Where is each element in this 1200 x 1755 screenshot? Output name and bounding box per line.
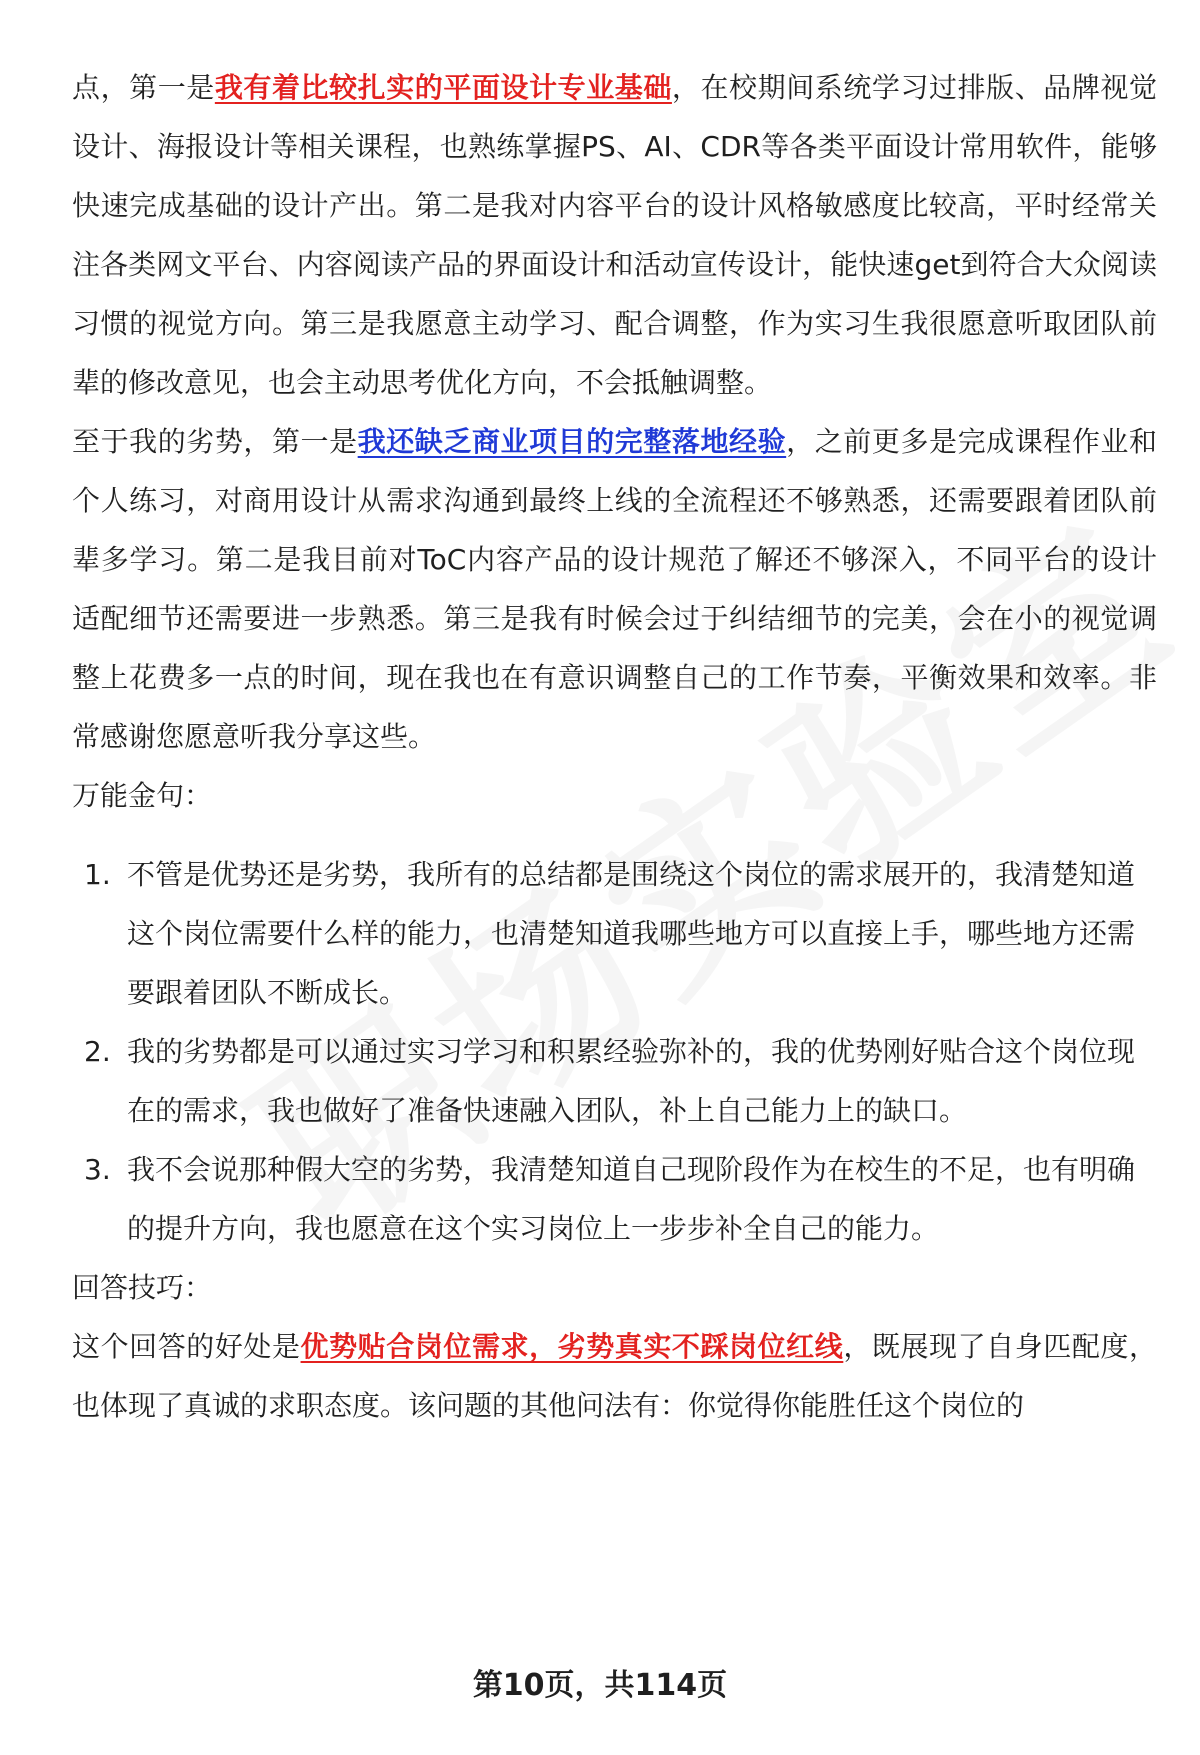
answer-tips-paragraph bbox=[72, 1317, 1157, 1435]
list-item-text: 我的劣势都是可以通过实习学习和积累经验弥补的，我的优势刚好贴合这个岗位现在的需求，我也做好了准备快速融入团队，补上自己能力上的缺口。 bbox=[127, 1035, 1136, 1127]
list-item-text: 我不会说那种假大空的劣势，我清楚知道自己现阶段作为在校生的不足，也有明确的提升方向，我也愿意在这个实习岗位上一步步补全自己的能力。 bbox=[127, 1153, 1136, 1245]
golden-sentences-list bbox=[72, 845, 1157, 1258]
list-number: 2. bbox=[84, 1035, 111, 1068]
list-item bbox=[72, 845, 1157, 1022]
strengths-paragraph bbox=[72, 58, 1157, 412]
list-item-text: 不管是优势还是劣势，我所有的总结都是围绕这个岗位的需求展开的，我清楚知道这个岗位需要什么样的能力，也清楚知道我哪些地方可以直接上手，哪些地方还需要跟着团队不断成长。 bbox=[127, 858, 1136, 1009]
weaknesses-paragraph bbox=[72, 412, 1157, 766]
list-item bbox=[72, 1022, 1157, 1140]
highlight-weakness: 我还缺乏商业项目的完整落地经验 bbox=[357, 425, 787, 458]
list-number: 3. bbox=[84, 1153, 111, 1186]
golden-sentences-heading: 万能金句： bbox=[72, 779, 213, 812]
text-segment: ，在校期间系统学习过排版、品牌视觉设计、海报设计等相关课程，也熟练掌握PS、AI、CDR等各类平面设计常用软件，能够快速完成基础的设计产出。第二是我对内容平台的设计风格敏感度比较高，平时经常关注各类网文平台、内容阅读产品的界面设计和活动宣传设计，能快速get到符合大众阅读习惯的视觉方向。第三是我愿意主动学习、配合调整，作为实习生我很愿意听取团队前辈的修改意见，也会主动思考优化方向，不会抵触调整。 bbox=[72, 71, 1157, 399]
text-segment: 点，第一是 bbox=[72, 71, 215, 104]
answer-tips-heading: 回答技巧： bbox=[72, 1271, 213, 1304]
text-segment: ，既展现了自身匹配度，也体现了真诚的求职态度。该问题的其他问法有：你觉得你能胜任这个岗位的 bbox=[72, 1330, 1157, 1422]
text-segment: ，之前更多是完成课程作业和个人练习，对商用设计从需求沟通到最终上线的全流程还不够熟悉，还需要跟着团队前辈多学习。第二是我目前对ToC内容产品的设计规范了解还不够深入，不同平台的设计适配细节还需要进一步熟悉。第三是我有时候会过于纠结细节的完美，会在小的视觉调整上花费多一点的时间，现在我也在有意识调整自己的工作节奏，平衡效果和效率。非常感谢您愿意听我分享这些。 bbox=[72, 425, 1157, 753]
text-segment: 至于我的劣势，第一是 bbox=[72, 425, 358, 458]
document-body bbox=[72, 58, 1157, 1435]
highlight-strength: 我有着比较扎实的平面设计专业基础 bbox=[214, 71, 672, 104]
list-number: 1. bbox=[84, 858, 111, 891]
page-number-footer: 第10页，共114页 bbox=[472, 1668, 728, 1703]
highlight-tip: 优势贴合岗位需求，劣势真实不踩岗位红线 bbox=[300, 1330, 844, 1363]
text-segment: 这个回答的好处是 bbox=[72, 1330, 301, 1363]
list-item bbox=[72, 1140, 1157, 1258]
